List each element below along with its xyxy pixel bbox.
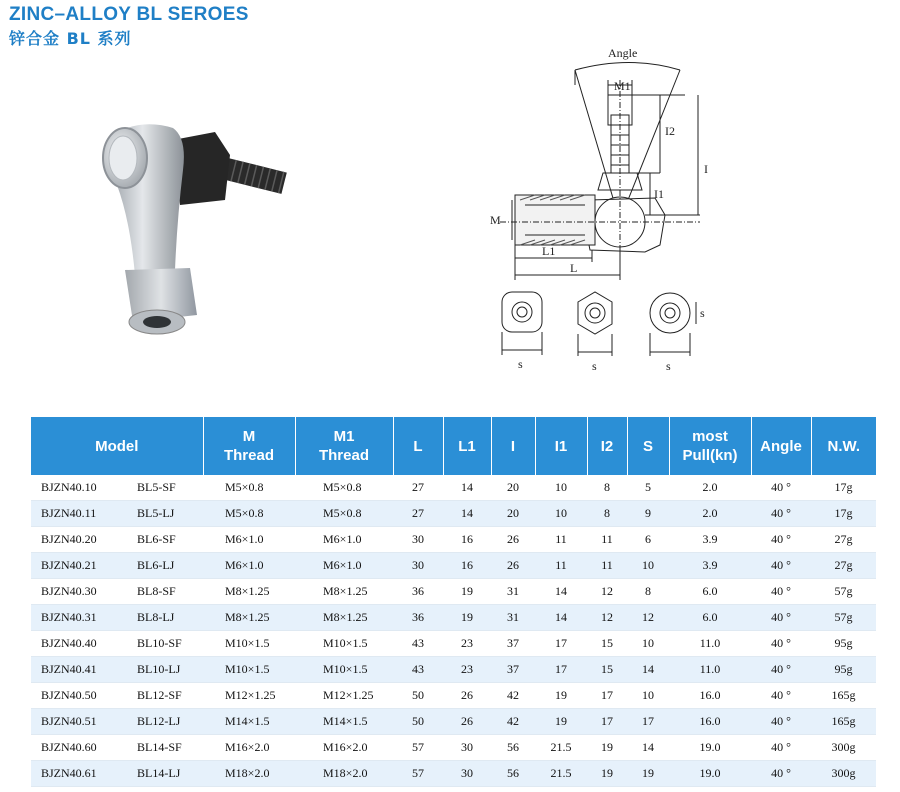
cell-i: 37 [491, 631, 535, 657]
cell-pull: 16.0 [669, 709, 751, 735]
cell-l1: 30 [443, 735, 491, 761]
label-i1: I1 [654, 187, 664, 201]
cell-nw: 57g [811, 579, 876, 605]
cell-i: 26 [491, 527, 535, 553]
table-row [31, 631, 876, 657]
cell-l: 27 [393, 501, 443, 527]
cell-l: 50 [393, 683, 443, 709]
cell-i: 26 [491, 553, 535, 579]
cell-nw: 95g [811, 631, 876, 657]
cell-i2: 17 [587, 683, 627, 709]
cell-s: 14 [627, 735, 669, 761]
header-nw: N.W. [811, 417, 876, 475]
label-l1: L1 [542, 244, 556, 258]
cell-i: 42 [491, 709, 535, 735]
cell-pull: 3.9 [669, 527, 751, 553]
cell-model: BJZN40.61 [31, 761, 131, 787]
cell-nw: 27g [811, 553, 876, 579]
cell-m: M5×0.8 [203, 501, 295, 527]
cell-i2: 15 [587, 631, 627, 657]
table-row [31, 735, 876, 761]
cell-i1: 10 [535, 501, 587, 527]
cell-i1: 21.5 [535, 735, 587, 761]
header-l: L [393, 417, 443, 475]
cell-angle: 40 ° [751, 501, 811, 527]
cell-m: M14×1.5 [203, 709, 295, 735]
cell-i2: 12 [587, 605, 627, 631]
cell-nw: 165g [811, 709, 876, 735]
cell-i: 56 [491, 761, 535, 787]
cell-model: BJZN40.10 [31, 475, 131, 501]
header-i: I [491, 417, 535, 475]
label-angle: Angle [608, 46, 638, 60]
cell-m1: M8×1.25 [295, 605, 393, 631]
cell-l: 50 [393, 709, 443, 735]
cell-i1: 19 [535, 683, 587, 709]
cell-nw: 17g [811, 501, 876, 527]
table-row [31, 475, 876, 501]
cell-m: M8×1.25 [203, 605, 295, 631]
cell-sub: BL6-SF [131, 527, 203, 553]
cell-s: 9 [627, 501, 669, 527]
cell-angle: 40 ° [751, 553, 811, 579]
cell-nw: 300g [811, 735, 876, 761]
cell-l1: 14 [443, 475, 491, 501]
cell-model: BJZN40.40 [31, 631, 131, 657]
cell-m1: M6×1.0 [295, 527, 393, 553]
label-m1: M1 [614, 79, 631, 93]
spec-table [31, 417, 876, 787]
cell-s: 10 [627, 683, 669, 709]
cell-l: 30 [393, 527, 443, 553]
cell-model: BJZN40.20 [31, 527, 131, 553]
cell-i: 20 [491, 475, 535, 501]
cell-m: M6×1.0 [203, 553, 295, 579]
cell-pull: 6.0 [669, 579, 751, 605]
cell-pull: 19.0 [669, 735, 751, 761]
cell-model: BJZN40.41 [31, 657, 131, 683]
header-m-thread: M Thread [203, 417, 295, 475]
cell-i2: 11 [587, 553, 627, 579]
end-view-3 [650, 293, 696, 356]
header-i1: I1 [535, 417, 587, 475]
header-i2: I2 [587, 417, 627, 475]
cell-pull: 11.0 [669, 631, 751, 657]
cell-angle: 40 ° [751, 579, 811, 605]
cell-i2: 11 [587, 527, 627, 553]
cell-m: M12×1.25 [203, 683, 295, 709]
cell-l: 30 [393, 553, 443, 579]
cell-m: M10×1.5 [203, 657, 295, 683]
cell-i2: 19 [587, 761, 627, 787]
cell-angle: 40 ° [751, 761, 811, 787]
cell-angle: 40 ° [751, 631, 811, 657]
cell-m1: M16×2.0 [295, 735, 393, 761]
header-model: Model [31, 417, 203, 475]
cell-sub: BL10-LJ [131, 657, 203, 683]
cell-pull: 19.0 [669, 761, 751, 787]
cell-l1: 16 [443, 553, 491, 579]
label-m: M [490, 213, 501, 227]
cell-i1: 17 [535, 631, 587, 657]
cell-sub: BL6-LJ [131, 553, 203, 579]
product-photo [95, 110, 295, 345]
header-s: S [627, 417, 669, 475]
cell-sub: BL5-LJ [131, 501, 203, 527]
cell-l1: 30 [443, 761, 491, 787]
cell-l: 36 [393, 605, 443, 631]
end-view-1 [502, 292, 542, 355]
cell-model: BJZN40.11 [31, 501, 131, 527]
cell-sub: BL14-LJ [131, 761, 203, 787]
cell-m: M16×2.0 [203, 735, 295, 761]
cell-i: 31 [491, 605, 535, 631]
technical-drawing [480, 40, 730, 380]
cell-model: BJZN40.60 [31, 735, 131, 761]
cell-m1: M12×1.25 [295, 683, 393, 709]
end-view-2 [578, 292, 612, 356]
cell-m1: M18×2.0 [295, 761, 393, 787]
cell-i: 56 [491, 735, 535, 761]
cell-sub: BL5-SF [131, 475, 203, 501]
cell-nw: 27g [811, 527, 876, 553]
cell-l: 27 [393, 475, 443, 501]
table-row [31, 527, 876, 553]
cell-m1: M5×0.8 [295, 475, 393, 501]
cell-sub: BL10-SF [131, 631, 203, 657]
cell-i2: 19 [587, 735, 627, 761]
cell-m1: M10×1.5 [295, 631, 393, 657]
label-l: L [570, 261, 578, 275]
cell-pull: 16.0 [669, 683, 751, 709]
cell-i2: 15 [587, 657, 627, 683]
cell-s: 6 [627, 527, 669, 553]
cell-i: 20 [491, 501, 535, 527]
cell-nw: 165g [811, 683, 876, 709]
cell-model: BJZN40.30 [31, 579, 131, 605]
cell-i2: 8 [587, 501, 627, 527]
cell-angle: 40 ° [751, 657, 811, 683]
cell-l: 43 [393, 631, 443, 657]
cell-s: 19 [627, 761, 669, 787]
cell-m: M10×1.5 [203, 631, 295, 657]
cell-l1: 19 [443, 605, 491, 631]
cell-m: M8×1.25 [203, 579, 295, 605]
cell-l1: 26 [443, 709, 491, 735]
cell-pull: 2.0 [669, 501, 751, 527]
cell-nw: 95g [811, 657, 876, 683]
cell-l: 57 [393, 735, 443, 761]
cell-s: 10 [627, 553, 669, 579]
cell-s: 14 [627, 657, 669, 683]
table-row [31, 605, 876, 631]
table-row [31, 709, 876, 735]
table-row [31, 683, 876, 709]
cell-i2: 17 [587, 709, 627, 735]
page-subtitle: 锌合金 BL 系列 [9, 29, 132, 48]
cell-l1: 23 [443, 657, 491, 683]
cell-m: M18×2.0 [203, 761, 295, 787]
table-row [31, 761, 876, 787]
cell-model: BJZN40.21 [31, 553, 131, 579]
cell-m: M6×1.0 [203, 527, 295, 553]
cell-i2: 12 [587, 579, 627, 605]
cell-i1: 11 [535, 553, 587, 579]
cell-i1: 21.5 [535, 761, 587, 787]
cell-sub: BL14-SF [131, 735, 203, 761]
label-s-4: s [700, 306, 705, 320]
cell-m1: M5×0.8 [295, 501, 393, 527]
label-s-1: s [518, 357, 523, 371]
cell-angle: 40 ° [751, 605, 811, 631]
cell-m1: M14×1.5 [295, 709, 393, 735]
cell-s: 5 [627, 475, 669, 501]
cell-l1: 19 [443, 579, 491, 605]
header-l1: L1 [443, 417, 491, 475]
table-row [31, 579, 876, 605]
cell-sub: BL12-SF [131, 683, 203, 709]
cell-i: 42 [491, 683, 535, 709]
label-i: I [704, 162, 708, 176]
header-most-pull: most Pull(kn) [669, 417, 751, 475]
cell-pull: 2.0 [669, 475, 751, 501]
cell-pull: 6.0 [669, 605, 751, 631]
cell-i1: 11 [535, 527, 587, 553]
header-angle: Angle [751, 417, 811, 475]
cell-l1: 23 [443, 631, 491, 657]
cell-i2: 8 [587, 475, 627, 501]
cell-sub: BL12-LJ [131, 709, 203, 735]
cell-m: M5×0.8 [203, 475, 295, 501]
cell-l: 57 [393, 761, 443, 787]
cell-model: BJZN40.50 [31, 683, 131, 709]
cell-angle: 40 ° [751, 709, 811, 735]
cell-i: 31 [491, 579, 535, 605]
cell-pull: 3.9 [669, 553, 751, 579]
cell-m1: M8×1.25 [295, 579, 393, 605]
label-i2: I2 [665, 124, 675, 138]
cell-nw: 57g [811, 605, 876, 631]
cell-i1: 10 [535, 475, 587, 501]
cell-angle: 40 ° [751, 527, 811, 553]
cell-model: BJZN40.31 [31, 605, 131, 631]
cell-i1: 14 [535, 579, 587, 605]
cell-pull: 11.0 [669, 657, 751, 683]
cell-nw: 300g [811, 761, 876, 787]
table-row [31, 501, 876, 527]
cell-i: 37 [491, 657, 535, 683]
table-row [31, 553, 876, 579]
table-row [31, 657, 876, 683]
table-header-row [31, 417, 876, 475]
cell-l1: 26 [443, 683, 491, 709]
header-m1-thread: M1 Thread [295, 417, 393, 475]
cell-model: BJZN40.51 [31, 709, 131, 735]
cell-nw: 17g [811, 475, 876, 501]
cell-m1: M6×1.0 [295, 553, 393, 579]
cell-l: 43 [393, 657, 443, 683]
threaded-stud [173, 132, 287, 205]
cell-s: 12 [627, 605, 669, 631]
cell-s: 8 [627, 579, 669, 605]
cell-angle: 40 ° [751, 683, 811, 709]
cell-i1: 17 [535, 657, 587, 683]
cell-i1: 19 [535, 709, 587, 735]
cell-sub: BL8-LJ [131, 605, 203, 631]
cell-i1: 14 [535, 605, 587, 631]
cell-angle: 40 ° [751, 735, 811, 761]
label-s-2: s [592, 359, 597, 373]
cell-sub: BL8-SF [131, 579, 203, 605]
cell-s: 17 [627, 709, 669, 735]
label-s-3: s [666, 359, 671, 373]
cell-s: 10 [627, 631, 669, 657]
cell-m1: M10×1.5 [295, 657, 393, 683]
cell-angle: 40 ° [751, 475, 811, 501]
page-title: ZINC–ALLOY BL SEROES [9, 4, 249, 25]
cell-l1: 14 [443, 501, 491, 527]
cell-l1: 16 [443, 527, 491, 553]
cell-l: 36 [393, 579, 443, 605]
